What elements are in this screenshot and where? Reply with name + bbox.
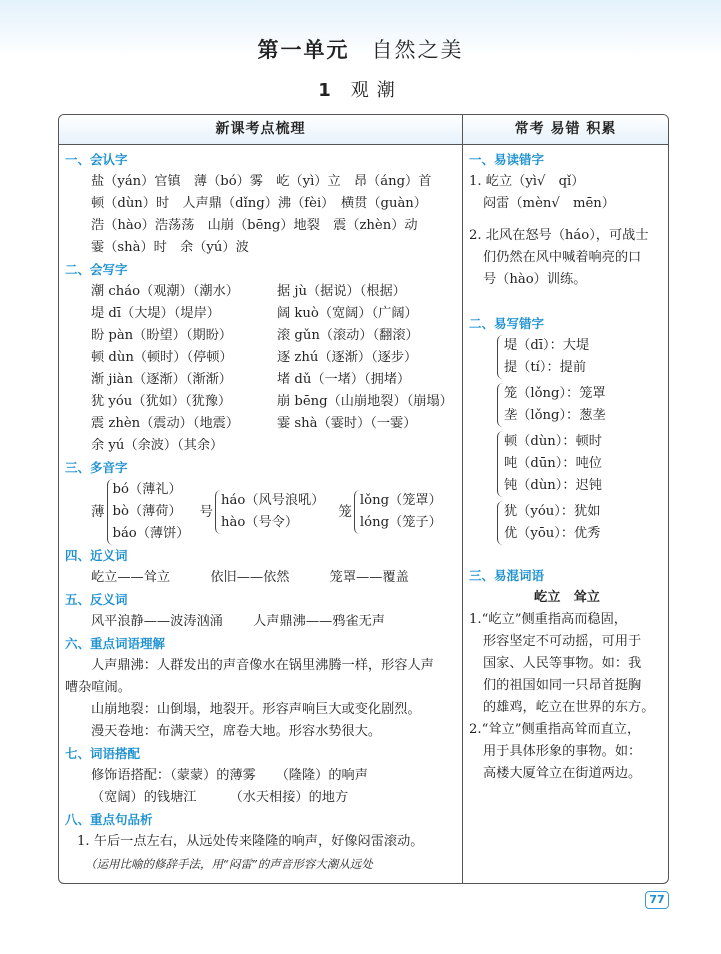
confusable-group: [497, 335, 665, 379]
reading: háo（风号浪吼）: [221, 493, 325, 508]
reading: báo（薄饼）: [112, 526, 190, 541]
text-line: 2.“耸立”侧重指高耸而直立，: [469, 722, 641, 737]
char-pairs: [65, 281, 457, 457]
char-pair-row: [91, 413, 457, 435]
unit-theme: 自然之美: [371, 38, 464, 62]
lesson-title: [0, 76, 721, 102]
char-entry: 滚 gǔn（滚动）（翻滚）: [277, 328, 419, 343]
confusable-group: [497, 383, 665, 427]
confusable-item: 提（tí）：提前: [504, 360, 587, 375]
text-line: 盐（yán）官镇 薄（bó）雾 屹（yì）立 昂（áng）首: [91, 174, 432, 189]
text-line: 顿（dùn）时 人声鼎（dǐng）沸（fèi） 横贯（guàn）: [91, 196, 427, 211]
synonym-pair: 依旧——依然: [210, 570, 290, 585]
text-line: （宽阔）的钱塘江 （水天相接）的地方: [91, 790, 349, 805]
char-entry: 堤 dī（大堤）（堤岸）: [91, 306, 220, 321]
word-pair-heading: 屹立 耸立: [534, 590, 600, 605]
char-entry: 崩 bēng（山崩地裂）（崩塌）: [277, 394, 453, 409]
antonym-pair: 人声鼎沸——鸦雀无声: [253, 614, 385, 629]
char-entry: 据 jù（据说）（根据）: [277, 284, 406, 299]
polyphone-char: 号: [199, 504, 213, 520]
section-title: 四、近义词: [65, 548, 128, 563]
text-line: 们仍然在风中喊着响亮的口: [483, 250, 642, 265]
text-line: 形容坚定不可动摇，可用于: [483, 634, 642, 649]
char-entry: 渐 jiàn（逐渐）（渐渐）: [91, 372, 232, 387]
text-line: 修饰语搭配：（蒙蒙）的薄雾 （隆隆）的响声: [91, 768, 368, 783]
polyphone-char: 笼: [338, 504, 352, 520]
text-line: 1. 屹立（yì√ qǐ）: [469, 174, 585, 189]
char-entry: 顿 dùn（顿时）（停顿）: [91, 350, 233, 365]
antonym-pair: 风平浪静——波涛汹涌: [91, 614, 223, 629]
page-number: 77: [645, 891, 669, 909]
polyphone-char: 薄: [91, 504, 105, 520]
note-line: （运用比喻的修辞手法，用“闷雷”的声音形容大潮从远处: [85, 857, 373, 871]
text-line: 漫天卷地：布满天空，席卷大地。形容水势很大。: [91, 724, 382, 739]
reading: hào（号令）: [221, 515, 299, 530]
text-line: 浩（hào）浩荡荡 山崩（bēng）地裂 震（zhèn）动: [91, 218, 418, 233]
polyphone-row: [65, 479, 457, 545]
column-divider: [462, 115, 463, 883]
section-title: 一、易读错字: [469, 152, 545, 167]
confusable-item: 犹（yóu）：犹如: [504, 504, 601, 519]
char-pair-row: [91, 369, 457, 391]
confusable-item: 堤（dī）：大堤: [504, 338, 590, 353]
text-line: 们的祖国如同一只昂首挺胸: [483, 678, 642, 693]
text-line: 号（hào）训练。: [483, 272, 587, 287]
confusable-item: 吨（dūn）：吨位: [504, 456, 602, 471]
char-pair-row: [91, 325, 457, 347]
content-frame: [58, 114, 669, 884]
confusable-item: 钝（dùn）：迟钝: [504, 478, 602, 493]
confusable-group: [497, 431, 665, 497]
text-line: 人声鼎沸：人群发出的声音像水在锅里沸腾一样，形容人声: [91, 658, 434, 673]
section-title: 三、多音字: [65, 460, 128, 475]
confusable-group: [497, 501, 665, 545]
left-column-header: 新课考点梳理: [59, 115, 462, 145]
reading: lǒng（笼罩）: [359, 493, 442, 508]
unit-title: [0, 34, 721, 64]
left-column: [65, 149, 457, 875]
polyphone-readings: [354, 490, 442, 534]
section-title: 二、会写字: [65, 262, 128, 277]
lesson-name: 观潮: [350, 80, 403, 101]
text-line: 山崩地裂：山倒塌，地裂开。形容声响巨大或变化剧烈。: [91, 702, 421, 717]
confusable-item: 优（yōu）：优秀: [504, 526, 601, 541]
char-pair-row: [91, 281, 457, 303]
char-entry: 霎 shà（霎时）（一霎）: [277, 416, 417, 431]
char-pair-row: [91, 303, 457, 325]
synonym-line: [65, 567, 457, 589]
confusable-item: 笼（lǒng）：笼罩: [504, 386, 606, 401]
section-title: 三、易混词语: [469, 568, 545, 583]
text-line: 高楼大厦耸立在街道两边。: [483, 766, 642, 781]
section-title: 七、词语搭配: [65, 746, 141, 761]
text-line: 嘈杂喧闹。: [65, 680, 131, 695]
synonym-pair: 笼罩——覆盖: [329, 570, 409, 585]
antonym-line: [65, 611, 457, 633]
char-entry: 逐 zhú（逐渐）（逐步）: [277, 350, 418, 365]
polyphone-readings: [107, 479, 190, 545]
right-column-header: 常考 易错 积累: [463, 115, 668, 145]
unit-title-main: 第一单元: [257, 38, 350, 62]
text-line: 1.“屹立”侧重指高而稳固，: [469, 612, 627, 627]
text-line: 用于具体形象的事物。如：: [483, 744, 642, 759]
text-line: 闷雷（mèn√ mēn）: [483, 196, 615, 211]
text-line: 1. 午后一点左右，从远处传来隆隆的响声，好像闷雷滚动。: [77, 834, 424, 849]
text-line: 2. 北风在怒号（háo），可战士: [469, 228, 649, 243]
char-entry: 盼 pàn（盼望）（期盼）: [91, 328, 233, 343]
synonym-pair: 屹立——耸立: [91, 570, 171, 585]
section-title: 五、反义词: [65, 592, 128, 607]
right-column: [469, 149, 665, 785]
char-pair-row: [91, 435, 457, 457]
char-entry: 阔 kuò（宽阔）（广阔）: [277, 306, 418, 321]
text-line: 的雄鸡，屹立在世界的东方。: [483, 700, 655, 715]
confusable-item: 垄（lǒng）：葱垄: [504, 408, 606, 423]
char-entry: 堵 dǔ（一堵）（拥堵）: [277, 372, 411, 387]
char-entry: 犹 yóu（犹如）（犹豫）: [91, 394, 232, 409]
confusable-item: 顿（dùn）：顿时: [504, 434, 602, 449]
char-pair-row: [91, 347, 457, 369]
lesson-number: 1: [318, 80, 339, 101]
section-title: 八、重点句品析: [65, 812, 153, 827]
reading: bó（薄礼）: [112, 482, 182, 497]
char-entry: 震 zhèn（震动）（地震）: [91, 416, 240, 431]
text-line: 霎（shà）时 余（yú）波: [91, 240, 249, 255]
section-title: 六、重点词语理解: [65, 636, 166, 651]
reading: bò（薄荷）: [112, 504, 182, 519]
reading: lóng（笼子）: [359, 515, 442, 530]
char-entry: 潮 cháo（观潮）（潮水）: [91, 284, 239, 299]
section-title: 一、会认字: [65, 152, 128, 167]
polyphone-readings: [215, 490, 324, 534]
char-entry: 余 yú（余波）（其余）: [91, 438, 224, 453]
char-pair-row: [91, 391, 457, 413]
text-line: 国家、人民等事物。如：我: [483, 656, 642, 671]
section-title: 二、易写错字: [469, 316, 545, 331]
